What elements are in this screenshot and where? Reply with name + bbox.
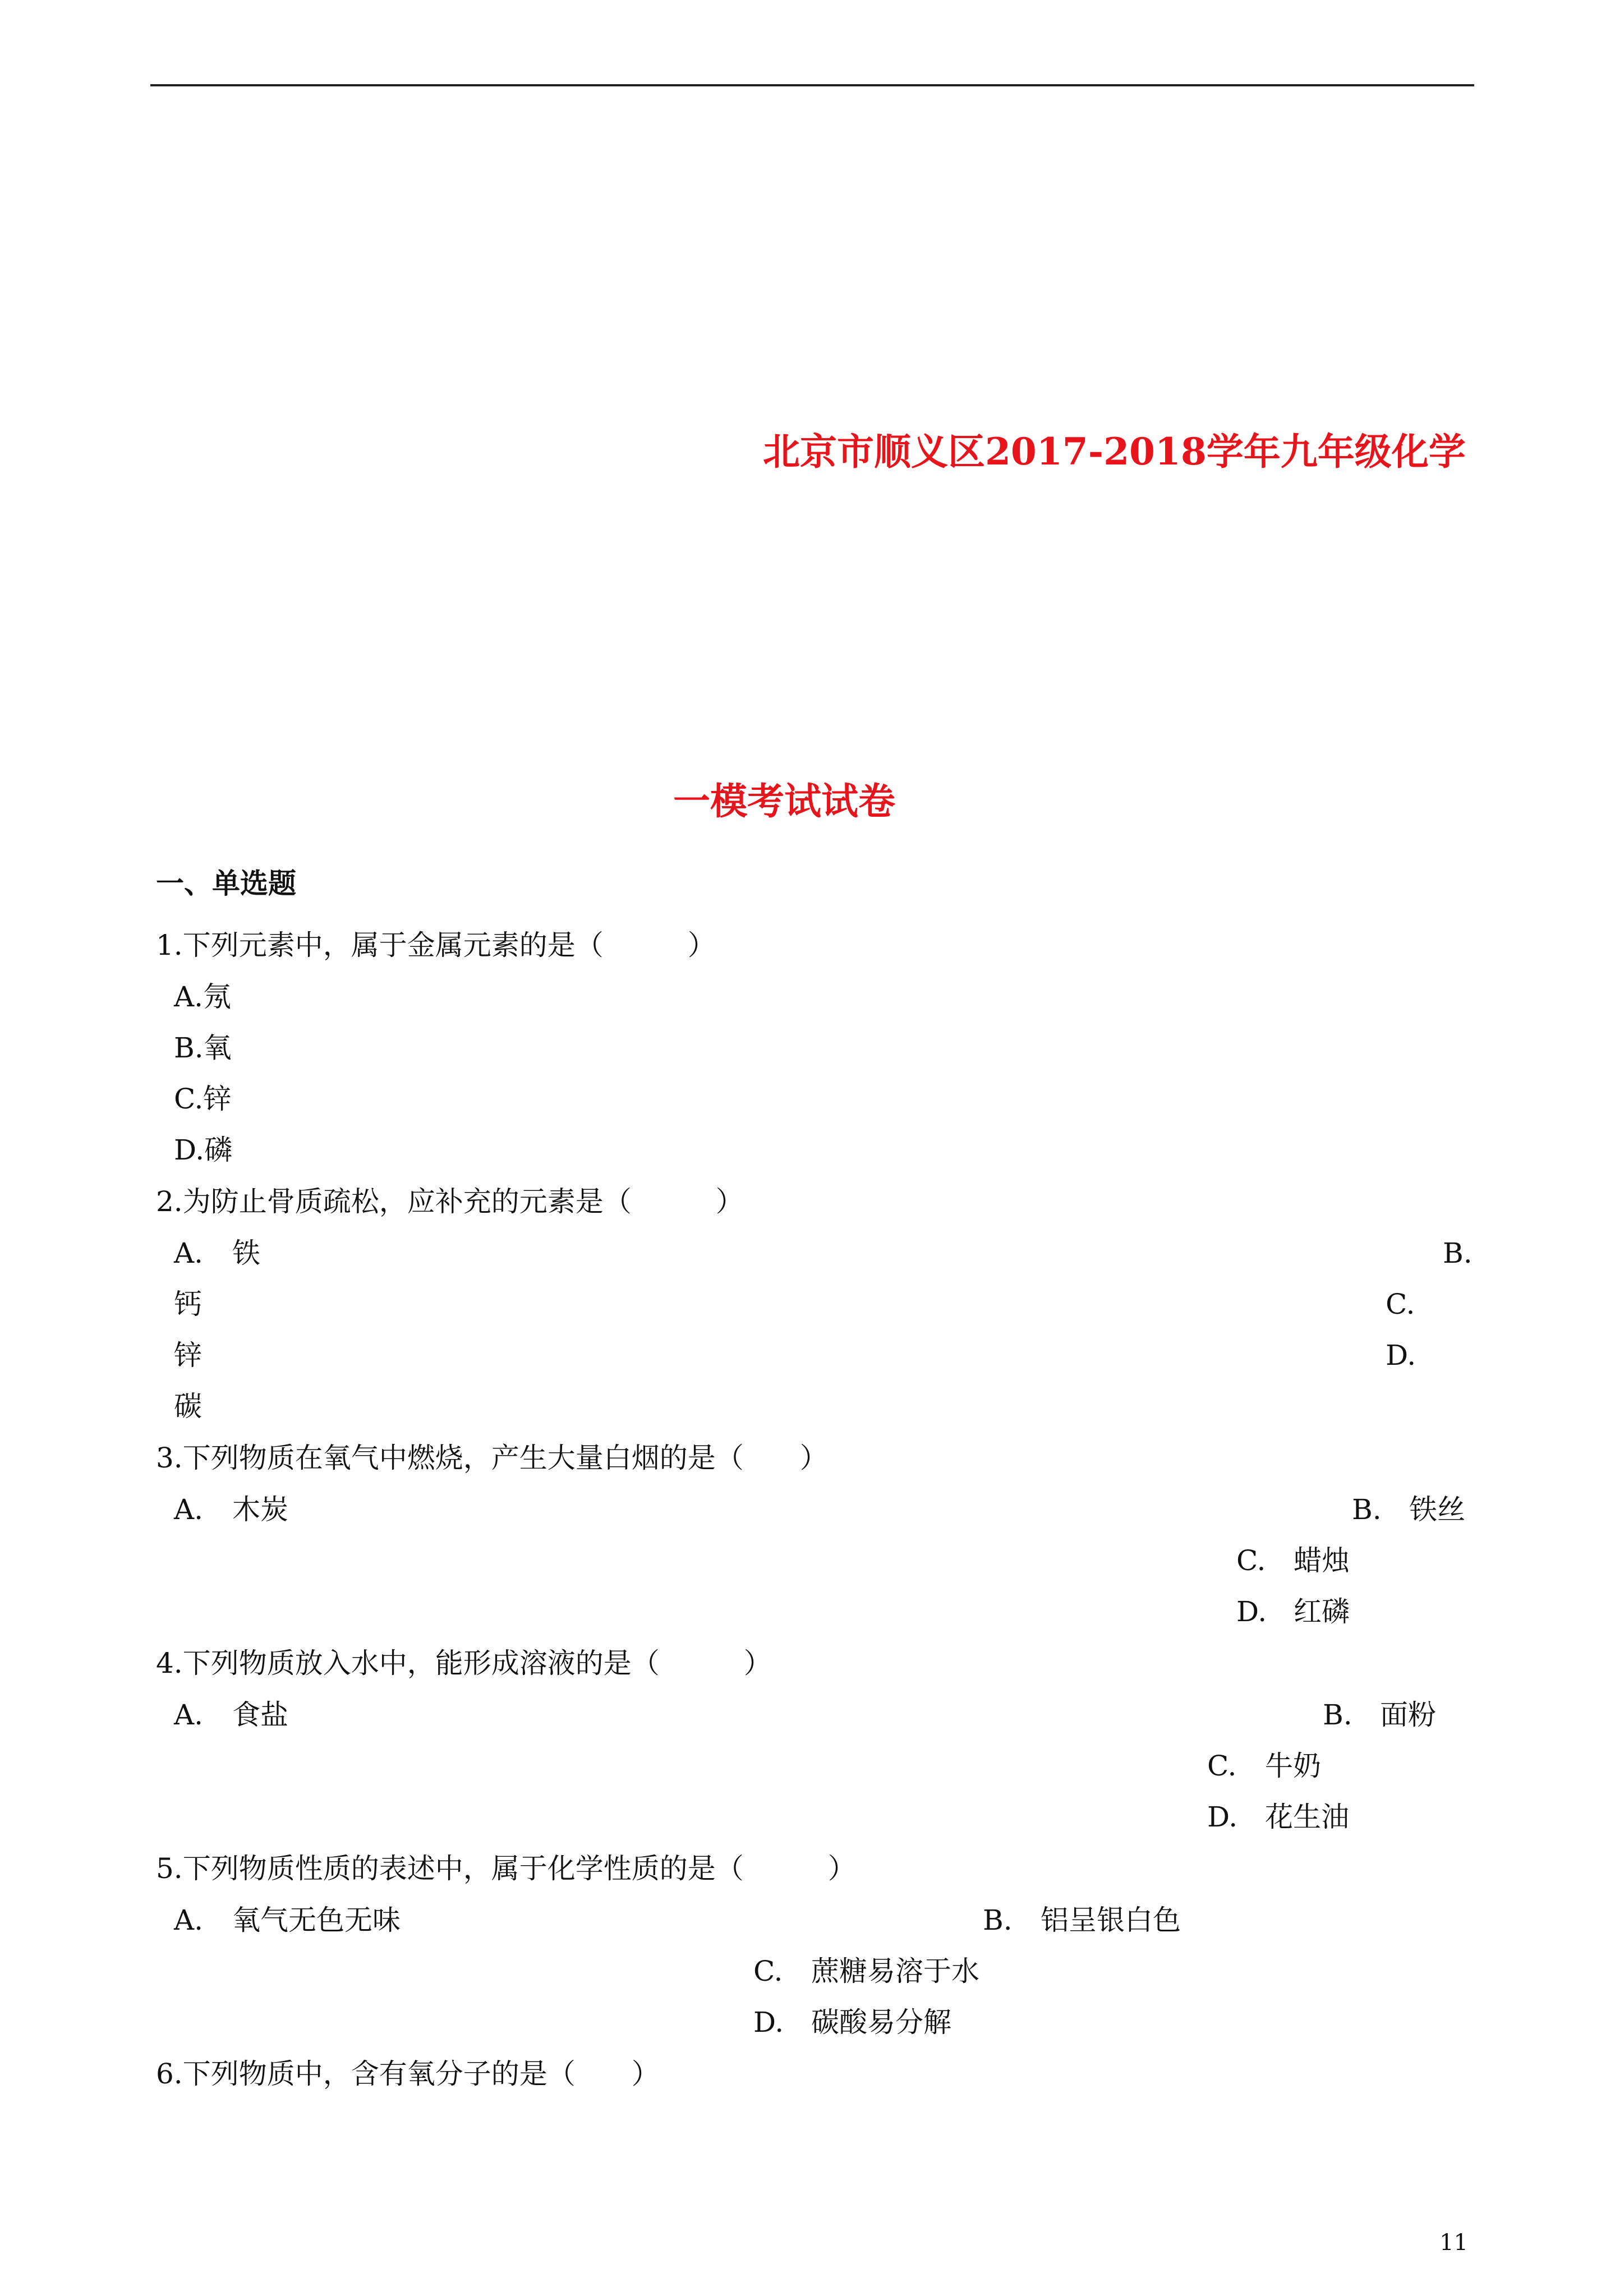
q4-option-d-letter: D. — [1207, 1801, 1238, 1833]
q5-option-b-letter: B. — [983, 1904, 1013, 1936]
question-3-stem: 3.下列物质在氧气中燃烧，产生大量白烟的是（ ） — [156, 1442, 828, 1474]
q3-option-b-text: 铁丝 — [1409, 1493, 1465, 1526]
q2-option-c-text: 锌 — [174, 1339, 202, 1372]
q5-option-c-letter: C. — [753, 1955, 783, 1987]
q4-option-c-text: 牛奶 — [1265, 1750, 1321, 1782]
q1-option-a: A.氖 — [174, 981, 232, 1013]
q3-option-b-letter: B. — [1352, 1493, 1382, 1526]
q4-option-b-letter: B. — [1323, 1699, 1352, 1731]
q1-option-c: C.锌 — [174, 1083, 232, 1115]
section-heading: 一、单选题 — [156, 867, 296, 900]
exam-title-line1: 北京市顺义区2017-2018学年九年级化学 — [763, 430, 1466, 473]
q5-option-c-text: 蔗糖易溶于水 — [811, 1955, 979, 1987]
q5-option-b-text: 铝呈银白色 — [1041, 1904, 1181, 1936]
question-2-stem: 2.为防止骨质疏松，应补充的元素是（ ） — [156, 1185, 744, 1218]
q4-option-a-letter: A. — [174, 1699, 204, 1731]
question-6-stem: 6.下列物质中，含有氧分子的是（ ） — [156, 2058, 660, 2090]
q3-option-a-letter: A. — [174, 1493, 204, 1526]
question-4-stem: 4.下列物质放入水中，能形成溶液的是（ ） — [156, 1647, 772, 1680]
q2-option-a-letter: A. — [174, 1237, 204, 1269]
q4-option-c-letter: C. — [1207, 1750, 1237, 1782]
q5-option-a-letter: A. — [174, 1904, 204, 1936]
page-number: 11 — [1439, 2230, 1468, 2256]
q4-option-d-text: 花生油 — [1265, 1801, 1349, 1833]
q1-option-b: B.氧 — [174, 1032, 232, 1064]
q3-option-c-text: 蜡烛 — [1294, 1544, 1350, 1577]
exam-title-line2: 一模考试试卷 — [673, 779, 895, 823]
q3-option-d-text: 红磷 — [1294, 1595, 1350, 1628]
q3-option-c-letter: C. — [1236, 1544, 1266, 1577]
q3-option-d-letter: D. — [1236, 1595, 1267, 1628]
q5-option-d-letter: D. — [753, 2006, 784, 2039]
q3-option-a-text: 木炭 — [232, 1493, 288, 1526]
q5-option-a-text: 氧气无色无味 — [232, 1904, 401, 1936]
q2-option-c-letter: C. — [1386, 1288, 1415, 1320]
q2-option-d-letter: D. — [1386, 1339, 1416, 1372]
q2-option-d-text: 碳 — [174, 1390, 202, 1423]
q4-option-b-text: 面粉 — [1380, 1699, 1436, 1731]
q5-option-d-text: 碳酸易分解 — [811, 2006, 951, 2039]
q2-option-b-letter: B. — [1443, 1237, 1473, 1269]
question-1-stem: 1.下列元素中，属于金属元素的是（ ） — [156, 929, 716, 961]
header-rule — [150, 84, 1474, 86]
q4-option-a-text: 食盐 — [232, 1699, 288, 1731]
q2-option-a-text: 铁 — [232, 1237, 260, 1269]
question-5-stem: 5.下列物质性质的表述中，属于化学性质的是（ ） — [156, 1852, 856, 1885]
q1-option-d: D.磷 — [174, 1134, 233, 1166]
q2-option-b-text: 钙 — [174, 1288, 202, 1320]
